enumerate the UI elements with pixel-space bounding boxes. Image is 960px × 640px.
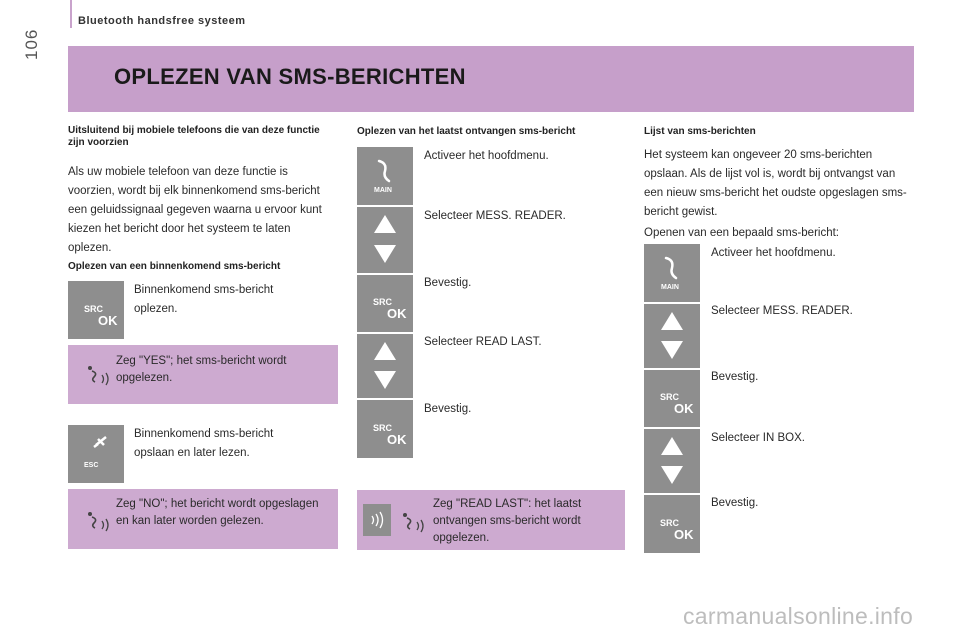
voice-command-icon	[397, 510, 431, 536]
up-down-arrows-icon	[357, 207, 413, 275]
voice-command-icon	[82, 363, 116, 389]
col3-heading: Lijst van sms-berichten	[644, 126, 756, 137]
svg-text:SRC: SRC	[660, 392, 680, 402]
svg-text:OK: OK	[674, 401, 694, 416]
svg-text:OK: OK	[387, 306, 407, 321]
svg-text:SRC: SRC	[373, 423, 393, 433]
svg-text:OK: OK	[387, 432, 407, 447]
main-label: MAIN	[374, 187, 392, 194]
svg-text:SRC: SRC	[660, 518, 680, 528]
col1-voice1: Zeg "YES"; het sms-bericht wordt opgelezen.	[116, 355, 287, 384]
esc-label: ESC	[84, 462, 99, 469]
voice-command-box-yes	[68, 345, 338, 404]
up-down-arrows-icon	[644, 429, 700, 495]
header-accent-bar	[70, 0, 72, 28]
col3-step1: Activeer het hoofdmenu.	[711, 247, 836, 259]
col3-step5: Bevestig.	[711, 497, 759, 509]
col1-voice2: Zeg "NO"; het bericht wordt opgeslagen en kan later worden gelezen.	[116, 498, 319, 527]
src-ok-button-icon	[357, 400, 413, 460]
voice-command-box-no	[68, 489, 338, 549]
col3-open-label: Openen van een bepaald sms-bericht:	[644, 227, 839, 239]
main-button-icon	[644, 244, 700, 304]
src-ok-button-icon	[357, 275, 413, 334]
col1-step1: Binnenkomend sms-bericht oplezen.	[134, 284, 274, 315]
watermark: carmanualsonline.info	[683, 603, 914, 629]
voice-command-icon	[82, 509, 116, 535]
col1-heading: Uitsluitend bij mobiele telefoons die van deze functie zijn voorzien	[68, 125, 320, 148]
col1-step2: Binnenkomend sms-bericht opslaan en later lezen.	[134, 428, 274, 459]
page-number: 106	[22, 28, 41, 60]
svg-text:SRC: SRC	[373, 297, 393, 307]
svg-text:MAIN: MAIN	[661, 284, 679, 291]
title-banner	[68, 46, 914, 112]
col3-step4: Selecteer IN BOX.	[711, 432, 805, 444]
col1-subheading: Oplezen van een binnenkomend sms-bericht	[68, 261, 281, 272]
col3-intro: Het systeem kan ongeveer 20 sms-berichten opslaan. Als de lijst vol is, wordt bij ontvangst van een nieuw sms-bericht het oudste opgeslagen sms-bericht gewist.	[644, 149, 907, 218]
voice-command-box-read-last	[357, 490, 625, 550]
col2-step1: Activeer het hoofdmenu.	[424, 150, 549, 162]
col2-step4: Selecteer READ LAST.	[424, 336, 542, 348]
src-label: SRC	[84, 304, 104, 314]
ok-label: OK	[98, 313, 118, 328]
up-down-arrows-icon	[357, 334, 413, 400]
col3-step2: Selecteer MESS. READER.	[711, 305, 853, 317]
src-ok-button-icon	[68, 281, 124, 341]
col3-step3: Bevestig.	[711, 371, 759, 383]
svg-text:OK: OK	[674, 527, 694, 542]
col2-step2: Selecteer MESS. READER.	[424, 210, 566, 222]
src-ok-button-icon	[644, 495, 700, 555]
col2-voice: Zeg "READ LAST": het laatst ontvangen sms-bericht wordt opgelezen.	[433, 498, 582, 544]
src-ok-button-icon	[644, 370, 700, 429]
section-header: Bluetooth handsfree systeem	[78, 15, 246, 27]
col1-intro: Als uw mobiele telefoon van deze functie is voorzien, wordt bij elk binnenkomend sms-bericht een geluidssignaal gegeven waarna u ervoor kunt kiezen het bericht door het systeem te laten oplezen.	[68, 166, 322, 254]
main-button-icon	[357, 147, 413, 207]
col2-heading: Oplezen van het laatst ontvangen sms-bericht	[357, 126, 576, 137]
voice-button-icon	[363, 504, 391, 536]
up-down-arrows-icon	[644, 304, 700, 370]
esc-button-icon	[68, 425, 124, 485]
col2-step3: Bevestig.	[424, 277, 472, 289]
col2-step5: Bevestig.	[424, 403, 472, 415]
page-title: OPLEZEN VAN SMS-BERICHTEN	[114, 64, 466, 89]
